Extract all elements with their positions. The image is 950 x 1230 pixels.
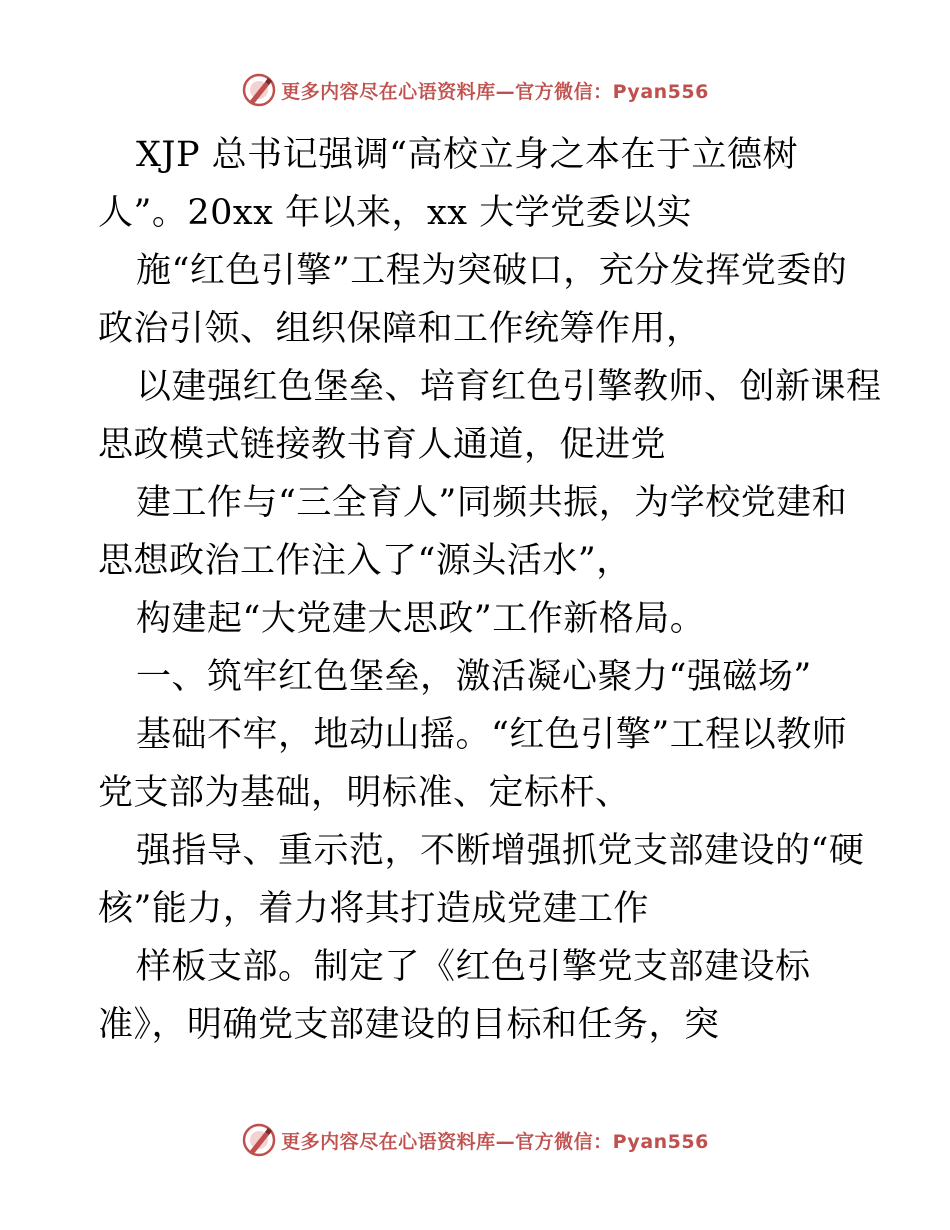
- text-line: 建工作与“三全育人”同频共振，为学校党建和: [136, 483, 848, 523]
- text-line: 以建强红色堡垒、培育红色引擎教师、创新课程: [136, 367, 882, 407]
- footer-watermark: [0, 1120, 950, 1160]
- text-line: 核”能力，着力将其打造成党建工作: [98, 889, 649, 929]
- text-line: 构建起“大党建大思政”工作新格局。: [136, 599, 706, 639]
- watermark-text: 更多内容尽在心语资料库—官方微信：Pyan556: [281, 1130, 709, 1153]
- text-line: 基础不牢，地动山摇。“红色引擎”工程以教师: [136, 715, 848, 755]
- text-line: 思政模式链接教书育人通道，促进党: [98, 425, 667, 465]
- text-line: 党支部为基础，明标准、定标杆、: [98, 773, 631, 813]
- text-line: 强指导、重示范，不断增强抓党支部建设的“硬: [136, 831, 865, 871]
- text-line: 思想政治工作注入了“源头活水”，: [98, 541, 632, 581]
- text-line: 一、筑牢红色堡垒，激活凝心聚力“强磁场”: [136, 657, 812, 697]
- text-line: 准》，明确党支部建设的目标和任务，突: [98, 1005, 720, 1045]
- text-line: 政治引领、组织保障和工作统筹作用，: [98, 309, 702, 349]
- pen-logo-icon: [241, 72, 277, 108]
- header-watermark: [0, 70, 950, 110]
- text-line: 施“红色引擎”工程为突破口，充分发挥党委的: [136, 251, 848, 291]
- watermark-text: 更多内容尽在心语资料库—官方微信：Pyan556: [281, 80, 709, 103]
- text-line: 人”。20xx 年以来，xx 大学党委以实: [98, 193, 693, 233]
- text-line: XJP 总书记强调“高校立身之本在于立德树: [136, 135, 799, 175]
- text-line: 样板支部。制定了《红色引擎党支部建设标: [136, 947, 811, 987]
- document-body: [98, 126, 882, 1054]
- pen-logo-icon: [241, 1122, 277, 1158]
